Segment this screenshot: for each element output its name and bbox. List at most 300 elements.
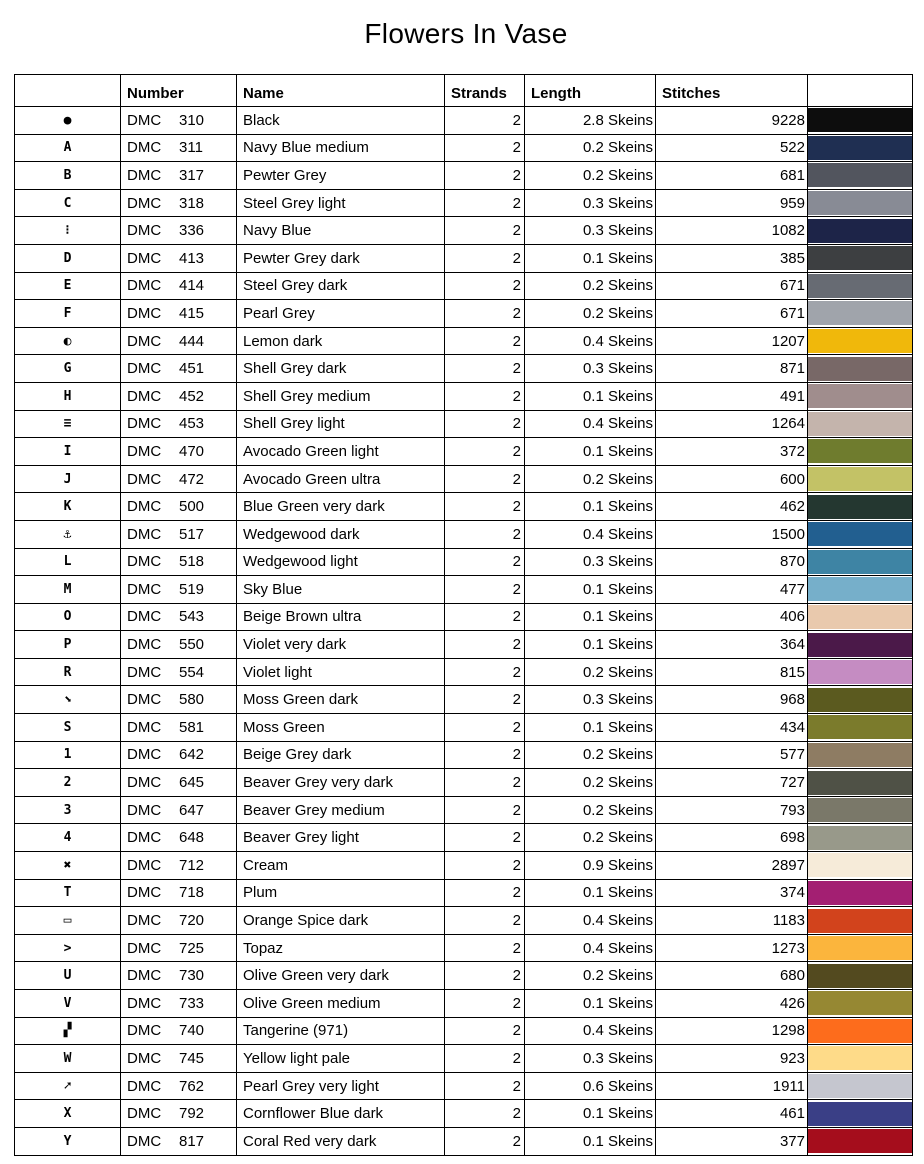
brand-label: DMC — [127, 553, 162, 571]
stitches-cell: 377 — [656, 1127, 808, 1155]
color-swatch — [808, 1074, 912, 1098]
color-code: 712 — [179, 856, 205, 874]
color-swatch — [808, 550, 912, 574]
swatch-cell — [808, 962, 913, 990]
color-swatch — [808, 688, 912, 712]
name-cell: Pewter Grey dark — [237, 244, 445, 272]
swatch-cell — [808, 300, 913, 328]
table-row — [15, 796, 913, 824]
swatch-cell — [808, 327, 913, 355]
brand-label: DMC — [127, 470, 162, 488]
color-code: 745 — [179, 1049, 205, 1067]
brand-label: DMC — [127, 884, 162, 902]
length-cell: 0.1 Skeins — [525, 1127, 656, 1155]
stitches-cell: 680 — [656, 962, 808, 990]
stitches-cell: 461 — [656, 1100, 808, 1128]
swatch-cell — [808, 686, 913, 714]
color-swatch — [808, 715, 912, 739]
color-code: 740 — [179, 1022, 205, 1040]
symbol-cell: S — [15, 714, 121, 742]
table-row — [15, 603, 913, 631]
color-code: 817 — [179, 1132, 205, 1150]
strands-cell: 2 — [445, 244, 525, 272]
header-swatch — [808, 75, 913, 107]
number-cell — [121, 493, 237, 521]
swatch-cell — [808, 1100, 913, 1128]
length-cell: 0.4 Skeins — [525, 1017, 656, 1045]
table-row — [15, 934, 913, 962]
swatch-cell — [808, 1127, 913, 1155]
symbol-cell: J — [15, 465, 121, 493]
strands-cell: 2 — [445, 217, 525, 245]
stitches-cell: 1082 — [656, 217, 808, 245]
swatch-cell — [808, 769, 913, 797]
symbol-cell: W — [15, 1045, 121, 1073]
number-cell — [121, 189, 237, 217]
table-row — [15, 327, 913, 355]
strands-cell: 2 — [445, 300, 525, 328]
number-cell — [121, 576, 237, 604]
table-row — [15, 1100, 913, 1128]
swatch-cell — [808, 934, 913, 962]
length-cell: 0.4 Skeins — [525, 327, 656, 355]
color-code: 642 — [179, 746, 205, 764]
color-swatch — [808, 329, 912, 353]
header-name: Name — [237, 75, 445, 107]
color-swatch — [808, 495, 912, 519]
table-row — [15, 962, 913, 990]
color-swatch — [808, 577, 912, 601]
swatch-cell — [808, 1045, 913, 1073]
stitches-cell: 385 — [656, 244, 808, 272]
strands-cell: 2 — [445, 520, 525, 548]
symbol-cell: I — [15, 438, 121, 466]
swatch-cell — [808, 824, 913, 852]
name-cell: Beaver Grey light — [237, 824, 445, 852]
color-swatch — [808, 605, 912, 629]
color-swatch — [808, 412, 912, 436]
length-cell: 0.3 Skeins — [525, 1045, 656, 1073]
brand-label: DMC — [127, 194, 162, 212]
number-cell — [121, 1045, 237, 1073]
stitches-cell: 698 — [656, 824, 808, 852]
symbol-cell: L — [15, 548, 121, 576]
number-cell — [121, 327, 237, 355]
brand-label: DMC — [127, 525, 162, 543]
strands-cell: 2 — [445, 824, 525, 852]
color-code: 415 — [179, 304, 205, 322]
swatch-cell — [808, 493, 913, 521]
color-code: 550 — [179, 636, 205, 654]
brand-label: DMC — [127, 304, 162, 322]
number-cell — [121, 631, 237, 659]
color-swatch — [808, 771, 912, 795]
symbol-cell: 4 — [15, 824, 121, 852]
color-code: 581 — [179, 718, 205, 736]
name-cell: Moss Green — [237, 714, 445, 742]
length-cell: 0.3 Skeins — [525, 548, 656, 576]
symbol-cell: P — [15, 631, 121, 659]
stitches-cell: 477 — [656, 576, 808, 604]
symbol-cell: A — [15, 134, 121, 162]
strands-cell: 2 — [445, 465, 525, 493]
length-cell: 0.2 Skeins — [525, 962, 656, 990]
name-cell: Cornflower Blue dark — [237, 1100, 445, 1128]
swatch-cell — [808, 990, 913, 1018]
swatch-cell — [808, 714, 913, 742]
color-swatch — [808, 384, 912, 408]
stitches-cell: 1500 — [656, 520, 808, 548]
color-code: 311 — [179, 139, 203, 157]
strands-cell: 2 — [445, 327, 525, 355]
color-swatch — [808, 1129, 912, 1153]
stitches-cell: 372 — [656, 438, 808, 466]
color-code: 718 — [179, 884, 205, 902]
symbol-cell: ≡ — [15, 410, 121, 438]
name-cell: Yellow light pale — [237, 1045, 445, 1073]
color-code: 444 — [179, 332, 205, 350]
name-cell: Wedgewood light — [237, 548, 445, 576]
header-length: Length — [525, 75, 656, 107]
strands-cell: 2 — [445, 686, 525, 714]
length-cell: 0.1 Skeins — [525, 382, 656, 410]
table-row — [15, 686, 913, 714]
length-cell: 0.1 Skeins — [525, 576, 656, 604]
length-cell: 0.2 Skeins — [525, 272, 656, 300]
number-cell — [121, 107, 237, 135]
color-swatch — [808, 1102, 912, 1126]
color-code: 472 — [179, 470, 205, 488]
name-cell: Steel Grey light — [237, 189, 445, 217]
color-code: 310 — [179, 111, 205, 129]
swatch-cell — [808, 162, 913, 190]
symbol-cell: ◐ — [15, 327, 121, 355]
color-code: 451 — [179, 360, 205, 378]
symbol-cell: ✖ — [15, 852, 121, 880]
symbol-cell: > — [15, 934, 121, 962]
color-code: 725 — [179, 939, 205, 957]
swatch-cell — [808, 189, 913, 217]
brand-label: DMC — [127, 139, 162, 157]
table-row — [15, 1045, 913, 1073]
table-row — [15, 1072, 913, 1100]
name-cell: Tangerine (971) — [237, 1017, 445, 1045]
color-code: 730 — [179, 967, 205, 985]
color-code: 645 — [179, 774, 205, 792]
table-row — [15, 548, 913, 576]
number-cell — [121, 355, 237, 383]
strands-cell: 2 — [445, 603, 525, 631]
brand-label: DMC — [127, 111, 162, 129]
symbol-cell: V — [15, 990, 121, 1018]
symbol-cell: F — [15, 300, 121, 328]
name-cell: Navy Blue — [237, 217, 445, 245]
color-swatch — [808, 633, 912, 657]
number-cell — [121, 1072, 237, 1100]
symbol-cell: R — [15, 658, 121, 686]
brand-label: DMC — [127, 332, 162, 350]
page-title: Flowers In Vase — [364, 18, 568, 49]
symbol-cell: ▞ — [15, 1017, 121, 1045]
color-code: 519 — [179, 580, 205, 598]
name-cell: Shell Grey light — [237, 410, 445, 438]
length-cell: 0.3 Skeins — [525, 355, 656, 383]
color-swatch — [808, 991, 912, 1015]
stitches-cell: 871 — [656, 355, 808, 383]
length-cell: 0.1 Skeins — [525, 879, 656, 907]
symbol-cell: ➚ — [15, 1072, 121, 1100]
strands-cell: 2 — [445, 576, 525, 604]
stitches-cell: 9228 — [656, 107, 808, 135]
color-swatch — [808, 909, 912, 933]
swatch-cell — [808, 576, 913, 604]
symbol-cell: ▭ — [15, 907, 121, 935]
brand-label: DMC — [127, 691, 162, 709]
length-cell: 0.1 Skeins — [525, 990, 656, 1018]
color-swatch — [808, 660, 912, 684]
symbol-cell: ● — [15, 107, 121, 135]
length-cell: 0.2 Skeins — [525, 465, 656, 493]
length-cell: 0.1 Skeins — [525, 603, 656, 631]
number-cell — [121, 962, 237, 990]
brand-label: DMC — [127, 387, 162, 405]
length-cell: 0.1 Skeins — [525, 438, 656, 466]
header-stitches: Stitches — [656, 75, 808, 107]
stitches-cell: 406 — [656, 603, 808, 631]
stitches-cell: 870 — [656, 548, 808, 576]
table-row — [15, 741, 913, 769]
number-cell — [121, 934, 237, 962]
brand-label: DMC — [127, 166, 162, 184]
symbol-cell: U — [15, 962, 121, 990]
color-swatch — [808, 853, 912, 877]
symbol-cell: M — [15, 576, 121, 604]
brand-label: DMC — [127, 994, 162, 1012]
strands-cell: 2 — [445, 134, 525, 162]
strands-cell: 2 — [445, 631, 525, 659]
brand-label: DMC — [127, 1132, 162, 1150]
number-cell — [121, 714, 237, 742]
stitches-cell: 1264 — [656, 410, 808, 438]
strands-cell: 2 — [445, 990, 525, 1018]
name-cell: Plum — [237, 879, 445, 907]
name-cell: Shell Grey medium — [237, 382, 445, 410]
swatch-cell — [808, 631, 913, 659]
swatch-cell — [808, 438, 913, 466]
table-row — [15, 438, 913, 466]
strands-cell: 2 — [445, 852, 525, 880]
number-cell — [121, 990, 237, 1018]
color-swatch — [808, 108, 912, 132]
name-cell: Pearl Grey — [237, 300, 445, 328]
strands-cell: 2 — [445, 714, 525, 742]
stitches-cell: 522 — [656, 134, 808, 162]
brand-label: DMC — [127, 718, 162, 736]
length-cell: 0.1 Skeins — [525, 631, 656, 659]
strands-cell: 2 — [445, 769, 525, 797]
brand-label: DMC — [127, 1077, 162, 1095]
length-cell: 0.2 Skeins — [525, 769, 656, 797]
symbol-cell: B — [15, 162, 121, 190]
table-row — [15, 714, 913, 742]
strands-cell: 2 — [445, 907, 525, 935]
table-row — [15, 189, 913, 217]
stitches-cell: 793 — [656, 796, 808, 824]
header-number: Number — [121, 75, 237, 107]
swatch-cell — [808, 879, 913, 907]
table-row — [15, 382, 913, 410]
color-swatch — [808, 964, 912, 988]
number-cell — [121, 162, 237, 190]
number-cell — [121, 300, 237, 328]
number-cell — [121, 382, 237, 410]
number-cell — [121, 438, 237, 466]
number-cell — [121, 603, 237, 631]
number-cell — [121, 658, 237, 686]
name-cell: Coral Red very dark — [237, 1127, 445, 1155]
color-code: 648 — [179, 829, 205, 847]
strands-cell: 2 — [445, 1017, 525, 1045]
color-swatch — [808, 467, 912, 491]
stitches-cell: 1911 — [656, 1072, 808, 1100]
brand-label: DMC — [127, 774, 162, 792]
symbol-cell: D — [15, 244, 121, 272]
stitches-cell: 1207 — [656, 327, 808, 355]
strands-cell: 2 — [445, 934, 525, 962]
swatch-cell — [808, 907, 913, 935]
length-cell: 0.2 Skeins — [525, 741, 656, 769]
symbol-cell: H — [15, 382, 121, 410]
header-row — [15, 75, 913, 107]
table-row — [15, 879, 913, 907]
brand-label: DMC — [127, 498, 162, 516]
number-cell — [121, 244, 237, 272]
table-row — [15, 134, 913, 162]
length-cell: 0.3 Skeins — [525, 189, 656, 217]
color-code: 792 — [179, 1105, 205, 1123]
brand-label: DMC — [127, 415, 162, 433]
color-swatch — [808, 936, 912, 960]
stitches-cell: 600 — [656, 465, 808, 493]
brand-label: DMC — [127, 249, 162, 267]
color-code: 517 — [179, 525, 205, 543]
name-cell: Moss Green dark — [237, 686, 445, 714]
color-swatch — [808, 274, 912, 298]
stitches-cell: 364 — [656, 631, 808, 659]
stitches-cell: 2897 — [656, 852, 808, 880]
strands-cell: 2 — [445, 879, 525, 907]
brand-label: DMC — [127, 608, 162, 626]
stitches-cell: 462 — [656, 493, 808, 521]
name-cell: Steel Grey dark — [237, 272, 445, 300]
swatch-cell — [808, 244, 913, 272]
color-code: 720 — [179, 912, 205, 930]
table-row — [15, 244, 913, 272]
swatch-cell — [808, 548, 913, 576]
length-cell: 0.2 Skeins — [525, 796, 656, 824]
color-code: 453 — [179, 415, 205, 433]
table-row — [15, 107, 913, 135]
table-row — [15, 162, 913, 190]
color-swatch — [808, 798, 912, 822]
swatch-cell — [808, 355, 913, 383]
strands-cell: 2 — [445, 189, 525, 217]
table-row — [15, 1127, 913, 1155]
number-cell — [121, 520, 237, 548]
color-swatch — [808, 743, 912, 767]
stitches-cell: 434 — [656, 714, 808, 742]
brand-label: DMC — [127, 856, 162, 874]
color-swatch — [808, 1019, 912, 1043]
table-row — [15, 852, 913, 880]
color-code: 554 — [179, 663, 205, 681]
name-cell: Beige Brown ultra — [237, 603, 445, 631]
brand-label: DMC — [127, 580, 162, 598]
name-cell: Avocado Green ultra — [237, 465, 445, 493]
swatch-cell — [808, 217, 913, 245]
table-row — [15, 907, 913, 935]
length-cell: 0.4 Skeins — [525, 410, 656, 438]
name-cell: Olive Green medium — [237, 990, 445, 1018]
name-cell: Beige Grey dark — [237, 741, 445, 769]
color-swatch — [808, 246, 912, 270]
brand-label: DMC — [127, 360, 162, 378]
name-cell: Beaver Grey medium — [237, 796, 445, 824]
symbol-cell: ⁝ — [15, 217, 121, 245]
stitches-cell: 959 — [656, 189, 808, 217]
table-row — [15, 769, 913, 797]
color-code: 580 — [179, 691, 205, 709]
color-code: 762 — [179, 1077, 205, 1095]
strands-cell: 2 — [445, 1100, 525, 1128]
strands-cell: 2 — [445, 741, 525, 769]
stitches-cell: 374 — [656, 879, 808, 907]
color-code: 470 — [179, 442, 205, 460]
table-row — [15, 1017, 913, 1045]
stitches-cell: 671 — [656, 300, 808, 328]
swatch-cell — [808, 465, 913, 493]
number-cell — [121, 410, 237, 438]
symbol-cell: 2 — [15, 769, 121, 797]
strands-cell: 2 — [445, 796, 525, 824]
symbol-cell: ⚓ — [15, 520, 121, 548]
brand-label: DMC — [127, 746, 162, 764]
brand-label: DMC — [127, 1105, 162, 1123]
stitches-cell: 1183 — [656, 907, 808, 935]
table-row — [15, 217, 913, 245]
stitches-cell: 815 — [656, 658, 808, 686]
swatch-cell — [808, 1072, 913, 1100]
strands-cell: 2 — [445, 410, 525, 438]
strands-cell: 2 — [445, 1045, 525, 1073]
strands-cell: 2 — [445, 493, 525, 521]
table-row — [15, 300, 913, 328]
table-row — [15, 990, 913, 1018]
strands-cell: 2 — [445, 272, 525, 300]
length-cell: 0.2 Skeins — [525, 824, 656, 852]
color-swatch — [808, 163, 912, 187]
brand-label: DMC — [127, 1022, 162, 1040]
brand-label: DMC — [127, 222, 162, 240]
stitches-cell: 1298 — [656, 1017, 808, 1045]
color-code: 318 — [179, 194, 205, 212]
color-code: 733 — [179, 994, 205, 1012]
stitches-cell: 681 — [656, 162, 808, 190]
brand-label: DMC — [127, 967, 162, 985]
symbol-cell: 1 — [15, 741, 121, 769]
symbol-cell: T — [15, 879, 121, 907]
color-swatch — [808, 1046, 912, 1070]
